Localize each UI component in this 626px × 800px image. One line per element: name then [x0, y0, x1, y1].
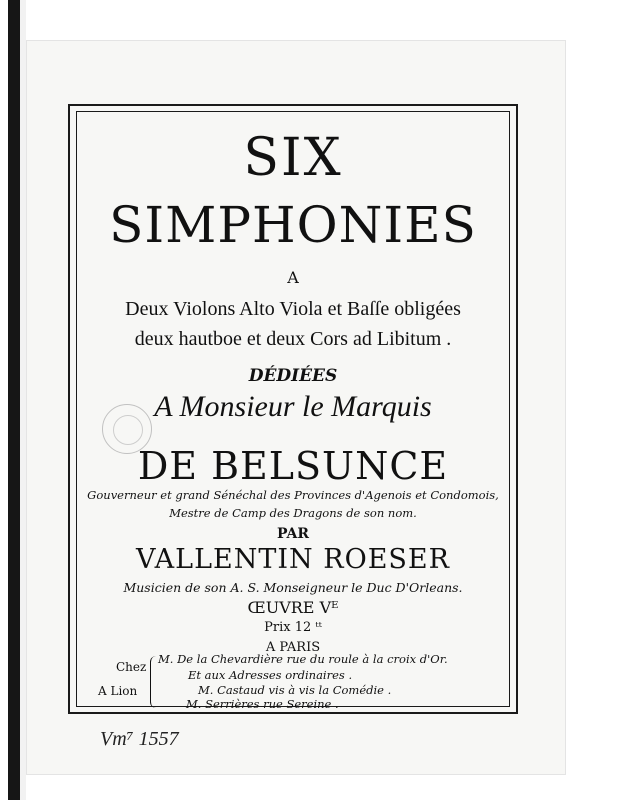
book-spine [8, 0, 20, 800]
publisher-city: A PARIS [265, 640, 321, 655]
publisher-address-4: M. Serrières rue Sereine . [186, 697, 339, 711]
title-six: SIX [243, 128, 343, 188]
by-label: PAR [276, 526, 309, 542]
composer-name: VALLENTIN ROESER [136, 544, 450, 575]
instrumentation-line-1: Deux Violons Alto Viola et Baſſe obligées [125, 298, 461, 320]
dedicatee-name: DE BELSUNCE [137, 444, 449, 488]
publisher-address-2: Et aux Adresses ordinaires . [188, 668, 353, 682]
instrumentation-line-2: deux hautboe et deux Cors ad Libitum . [134, 328, 452, 350]
title-a: A [287, 268, 299, 287]
chez-label: Chez [116, 660, 147, 674]
publisher-address-3: M. Castaud vis à vis la Comédie . [198, 683, 392, 697]
title-simphonies: SIMPHONIES [109, 196, 477, 254]
shelfmark: Vm⁷ 1557 [100, 728, 179, 750]
dedicatee-role-1: Gouverneur et grand Sénéchal des Provinces d'Agenois et Condomois, [87, 488, 499, 502]
composer-title: Musicien de son A. S. Monseigneur le Duc D'Orleans. [123, 580, 463, 595]
opus-number: ŒUVRE Vᴱ [247, 598, 339, 617]
dedicatee-role-2: Mestre de Camp des Dragons de son nom. [169, 506, 417, 520]
dedicatee-address: A Monsieur le Marquis [154, 390, 432, 423]
library-stamp-seal [113, 415, 143, 445]
publisher-address-1: M. De la Chevardière rue du roule à la croix d'Or. [158, 652, 448, 666]
price: Prix 12 ᵗᵗ [264, 620, 322, 635]
dedication-heading: DÉDIÉES [248, 366, 338, 386]
library-stamp [102, 404, 152, 454]
lyon-label: A Lion [98, 684, 138, 698]
